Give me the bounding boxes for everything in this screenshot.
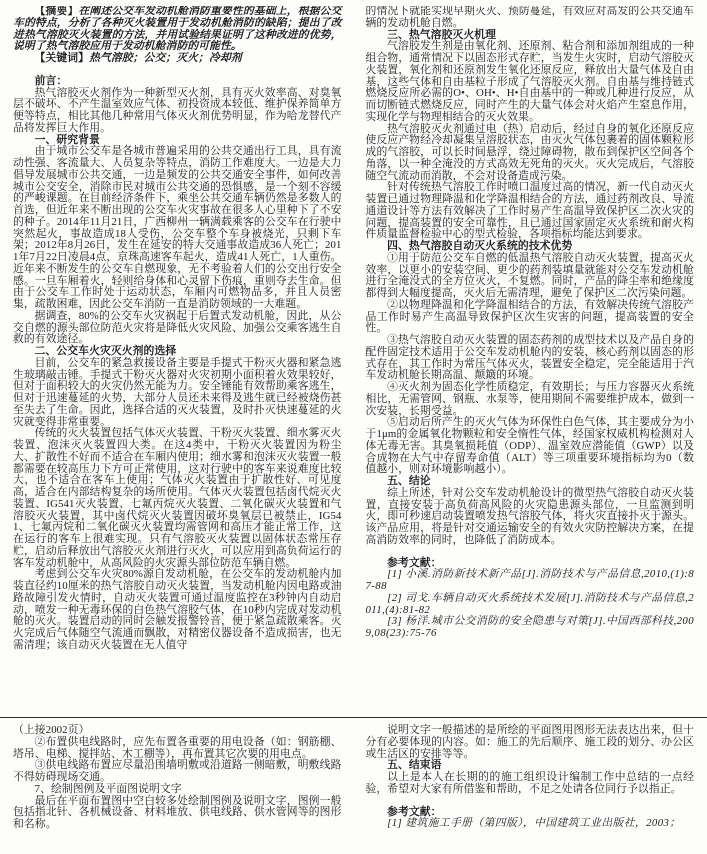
paragraph: 热气溶胶灭火剂通过电（热）启动后，经过自身的氧化还原反应使反应产物经冷却凝集呈溶胶状态，由灭火气体包裹着的固体颗粒形成的气溶胶，可以长时间悬浮，绕过障碍物，散布到保护区空间各个角落，以一种全淹没的方式高效无死角的灭火。灭火完成后，气溶胶随空气流动而消散，不会对设备造成污染。 [365, 122, 694, 182]
paragraph: ②布置供电线路时，应先布置各重要的用电设备（如：钢筋棚、塔吊、电梯、搅拌站、木工棚等），再布置其它次要的用电点。 [13, 735, 342, 760]
article-aerosol-section [13, 6, 694, 712]
paragraph: 据调查，80%的公交车火灾祸起于后置式发动机舱，因此，从公交自燃的源头部位防范火灾将是降低火灾风险、加强公交乘客逃生自救的有效途径。 [13, 309, 342, 346]
paragraph: 针对传统热气溶胶工作时喷口温度过高的情况，新一代自动灭火装置已通过物理降温和化学降温相结合的方法，通过药剂改良、导流通道设计等方法有效解决了工作时易产生高温导致保护区二次火灾的问题，提高装置的安全可靠性，且已通过国家固定灭火系统和耐火构件质量监督检验中心的型式检验，各项指标均能达到要求。 [365, 181, 694, 241]
section-heading: 前言： [34, 74, 68, 87]
paragraph: ⑤启动后所产生的灭火气体为环保性白色气体，其主要成分为小于1μm的金属氧化物颗粒和安全惰性气体，经国家权威机构检测对人体无毒无害。其臭氧损耗值（ODP）、温室效应潜能值（GWP）以及合成物在大气中存留寿命值（ALT）等三项重要环境指标均为0（数值越小，则对环境影响越小）。 [365, 416, 694, 476]
article-aerosol-right-column [366, 6, 695, 712]
section-heading: 三、热气溶胶灭火机理 [387, 28, 497, 41]
article-construction-right-column [366, 725, 695, 831]
paragraph: ②以物理降温和化学降温相结合的方法，有效解决传统气溶胶产品工作时易产生高温导致保护区次生灾害的问题，提高装置的安全性。 [365, 298, 694, 335]
paragraph: ④灭火剂为固态化学性质稳定，有效期长；与压力容器灭火系统相比，无需管网、钢瓶、水泵等，使用期间不需要维护成本，做到一次安装，长期受益。 [365, 381, 694, 417]
section-heading: 五、结论 [387, 475, 431, 487]
section-heading: 参考文献： [387, 556, 442, 569]
section-heading: 一、研究背景 [34, 133, 100, 146]
reference-item: [2] 司戈.车辆自动灭火系统技术发展[J].消防技术与产品信息,2011,(4):81-82 [365, 591, 694, 616]
paragraph: 热气溶胶灭火剂作为一种新型灭火剂，具有灭火效率高、对臭氧层不破坏、不产生温室效应气体、初投资成本较低、维护保养简单方便等特点，相比其他几种常用气体灭火剂优势明显，作为哈龙替代产品将发挥巨大作用。 [13, 86, 342, 134]
section-heading: 四、热气溶胶自动灭火系统的技术优势 [387, 240, 573, 252]
section-heading: 参考文献： [387, 805, 442, 818]
section-heading: 五、结束语 [387, 759, 442, 772]
paragraph: 最后在平面布置图中空白较多处绘制图例及说明文字，图例一般包括指北针、各机械设备、材料堆放、供电线路、供水管网等的图形和名称。 [13, 794, 342, 830]
continuation-paragraph: 的情况下就能实现早期灭火、预防蔓延，有效应对高发的公共交通车辆的发动机舱自燃。 [365, 6, 694, 29]
paragraph: ③供电线路布置应尽量沿围墙明敷或沿道路一侧暗敷，明敷线路不得妨碍现场交通。 [13, 759, 342, 783]
abstract-paragraph: 【摘要】在阐述公交车发动机舱消防重要性的基础上，根据公交车的特点，分析了各种灭火装置用于发动机舱消防的缺陷；提出了改进热气溶胶灭火装置的方法，并用试验结果证明了这种改进的优势，说明了热气溶胶应用于发动机舱消防的可能性。 [13, 6, 342, 53]
paragraph: 传统的灭火装置包括气体灭火装置、干粉灭火装置、细水雾灭火装置、泡沫灭火装置四大类。在这4类中，干粉灭火装置因为粉尘大、扩散性不好而不适合在车厢内使用；细水雾和泡沫灭火装置一般都需要在较高压力下方可正常使用，这对行驶中的客车来说难度比较大，也不适合在客车上使用；气体灭火装置由于扩散性好、可见度高，适合在内部结构复杂的场所使用。气体灭火装置包括卤代烷灭火装置、IG541灭火装置、七氟丙烷灭火装置、二氧化碳灭火装置和气溶胶灭火装置，其中卤代烷灭火装置因破坏臭氧层已被禁止，IG541、七氟丙烷和二氧化碳灭火装置均需管网和高压才能正常工作，这在运行的客车上很难实现。只有气溶胶灭火装置以固体状态常压存贮，启动后释放出气溶胶灭火剂进行灭火，可以应用到高负荷运行的客车发动机舱中，从高风险的火灾源头部位防范车辆自燃。 [13, 427, 342, 569]
paragraph: 目前，公交车的紧急救援设备主要是手提式干粉灭火器和紧急逃生玻璃敲击锤。手提式干粉灭火器对火灾初期小面积着火效果较好，但对于面积较大的火灾仍然无能为力。安全锤能有效帮助乘客逃生，但对于迅速蔓延的火势，大部分人员还未来得及逃生就已经被烧伤甚至失去了生命。因此，选择合适的灭火装置，及时扑灭快速蔓延的火灾就变得非常重要。 [13, 356, 342, 428]
field-label: 【关键词】 [34, 52, 90, 64]
abstract-paragraph: 【关键词】热气溶胶；公交；灭火；冷却剂 [34, 52, 242, 64]
article-construction-left-column [13, 725, 342, 831]
reference-item: [3] 杨洋.城市公交消防的安全隐患与对策[J].中国西部科技,2009,08(23):75-76 [365, 615, 694, 639]
paragraph: 由于城市公交车是各城市普遍采用的公共交通出行工具，具有流动性强、客流量大、人员复杂等特点，消防工作难度大。一边是大力倡导发展城市公共交通，一边是频发的公共交通安全事件，如何改善城市公交安全，消除市民对城市公共交通的恐惧感，是一个刻不容缓的严峻课题。在目前经济条件下，乘坐公共交通车辆仍然是多数人的首选，但近年来不断出现的公交车火灾事故在很多人心里种下了不安的种子。2014年11月21日，广西柳州一辆满载乘客的公交车在行驶中突然起火，事故造成18人受伤，公交车整个车身被烧光，只剩下车架；2012年8月26日，发生在延安的特大交通事故造成36人死亡；2011年7月22日凌晨4点，京珠高速客车起火，造成41人死亡，1人重伤。近年来不断发生的公交车自燃现象，无不考验着人们的公交出行安全感。一旦车厢着火，轻则给身体和心灵留下伤痕，重则夺去生命。但由于公交车工作时处于运动状态，车厢内可燃物品多，并且人员密集，疏散困难，因此公交车消防一直是消防领域的一大难题。 [13, 145, 342, 310]
reference-item: [1] 建筑施工手册（第四版），中国建筑工业出版社，2003； [387, 817, 681, 830]
paragraph: 综上所述，针对公交车发动机舱设计的微型热气溶胶自动灭火装置，直接安装于高负荷高风险的火灾隐患源头部位，一旦监测到明火，即可秒速启动装置喷发热气溶胶气体，将火灾直接扑灭于源头。该产品应用，将是针对交通运输安全的有效火灾防控解决方案，在提高消防效率的同时，也降低了消防成本。 [365, 486, 694, 546]
article-aerosol-left-column [13, 6, 342, 712]
reference-item: [1] 小溪.消防新技术新产品[J].消防技术与产品信息,2010,(1):87-88 [365, 568, 694, 592]
paragraph: ③热气溶胶自动灭火装置的固态药剂的成型技术以及产品自身的配件固定技术适用于公交车发动机舱内的安装，核心药剂以固态的形式存在，其工作时为常压气体灭火，装置安全稳定，完全能适用于汽车发动机舱长期高温、颠簸的环境。 [365, 334, 694, 382]
paragraph: 考虑到公交车火灾80%源自发动机舱，在公交车的发动机舱内加装直径约10厘米的热气溶胶自动灭火装置，当发动机舱内因电路或油路故障引发火情时，自动灭火装置可通过温度监控在3秒钟内自动启动，喷发一种无毒环保的白色热气溶胶气体，在10秒内完成对发动机舱的灭火。装置启动的同时会触发报警铃音，便于紧急疏散乘客。灭火完成后气体随空气流通而飘散，对精密仪器设备不造成损害，也无需清理；该自动灭火装置在无人值守 [13, 568, 342, 651]
paragraph: 说明文字一般描述的是所绘的平面图用图形无法表达出来，但十分有必要体现的内容。如：施工的先后顺序、施工段的划分、办公区或生活区的安排等等。 [365, 724, 694, 760]
paragraph: 以上是本人在长期的的施工组织设计编制工作中总结的一点经验，希望对大家有所借鉴和帮助，不足之处请各位同行予以指正。 [365, 771, 694, 795]
article-divider [0, 717, 707, 718]
paragraph: 7、绘制图例及平面图说明文字 [34, 782, 182, 795]
continuation-paragraph: （上接2002页） [13, 724, 90, 736]
article-construction-section [13, 725, 694, 831]
field-label: 【摘要】 [34, 6, 79, 17]
paragraph: ①用于防范公交车自燃的低温热气溶胶自动灭火装置，提高灭火效率，以更小的安装空间、更少的药剂装填量就能对公交车发动机舱进行全淹没式的全方位灭火，不复燃。同时，产品的降尘率和绝缘度都得到大幅度提高，灭火后无需清理，避免了保护区二次污染问题。 [365, 251, 694, 299]
paragraph: 气溶胶发生剂是由氧化剂、还原剂、粘合剂和添加剂组成的一种组合物，通常情况下以固态形式存贮，当发生火灾时，启动气溶胶灭火装置，氧化剂和还原剂发生氧化还原反应，释放出大量气体及自由基，这些气体和自由基粒子形成了气溶胶灭火剂。自由基与维持链式燃烧反应所必需的O•、OH•、H•自由基中的一种或几种进行反应，从而切断链式燃烧反应，同时产生的大量气体会对火焰产生窒息作用，实现化学与物理相结合的灭火效果。 [365, 40, 694, 123]
section-heading: 二、公交车火灾灭火剂的选择 [34, 345, 177, 357]
